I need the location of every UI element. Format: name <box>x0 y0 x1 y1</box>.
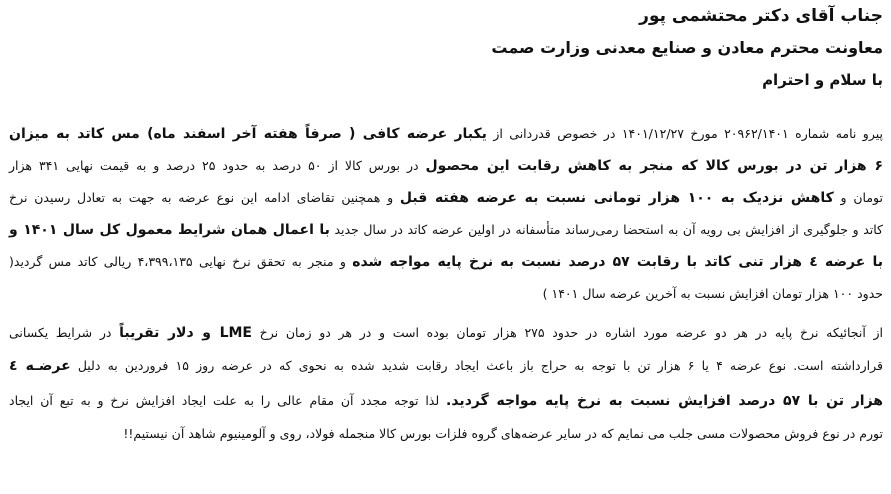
addressee-line: جناب آقای دکتر محتشمی پور <box>639 6 883 26</box>
paragraph-2-line-2 <box>9 356 883 376</box>
bold-text-run: کاهش نزدیک به ۱۰۰ هزار تومانی نسبت به عرضه هفته قبل <box>399 190 834 206</box>
text-run: از آنجائیکه نرخ پایه در هر دو عرضه مورد اشاره در حدود ۲۷۵ هزار تومان بوده است و در هر دو زمان نرخ <box>251 325 884 340</box>
text-run: حدود ۱۰۰ هزار تومان افزایش نسبت به آخرین عرضه سال ۱۴۰۱ ) <box>542 286 883 301</box>
text-run: لذا توجه مجدد آن مقام عالی را به علت ایجاد افزایش نرخ و به تبع آن ایجاد <box>9 393 447 408</box>
bold-text-run: هزار تن با ۵۷ درصد افزایش نسبت به نرخ پایه مواجه گردید. <box>446 393 884 409</box>
text-run: و منجر به تحقق نرخ نهایی ۴،۳۹۹،۱۳۵ ریالی کاتد مس گردید( <box>9 254 353 269</box>
paragraph-1-line-3 <box>9 188 883 208</box>
bold-text-run: با اعمال همان شرایط معمول کل سال ۱۴۰۱ و <box>9 222 330 238</box>
paragraph-1-line-6 <box>9 284 883 304</box>
paragraph-1-line-1 <box>9 124 883 144</box>
paragraph-2-line-4 <box>9 424 883 444</box>
text-run: در شرایط یکسانی <box>9 325 120 340</box>
text-run: در بورس کالا از ۵۰ درصد به حدود ۲۵ درصد و به قیمت نهایی ۳۴۱ هزار <box>9 158 426 173</box>
paragraph-1-line-5 <box>9 252 883 272</box>
paragraph-2-line-1 <box>9 323 883 343</box>
text-run: تورم در نوع فروش محصولات مسی جلب می نمایم که در سایر عرضه‌های گروه فلزات بورس کالا منجمله فولاد، روی و آلومینیوم شاهد آن نیستیم!! <box>123 426 883 441</box>
paragraph-2-line-3 <box>9 391 883 411</box>
text-run: کاتد و جلوگیری از افزایش بی رویه آن به استحضا رمی‌رساند متأسفانه در اولین عرضه کاتد در سال جدید <box>329 222 884 237</box>
paragraph-1-line-2 <box>9 156 883 176</box>
bold-text-run: با عرضه ٤ هزار تنی کاتد با رقابت ۵۷ درصد نسبت به نرخ پایه مواجه شده <box>352 254 883 270</box>
greeting-line: با سلام و احترام <box>762 71 883 89</box>
bold-text-run: ۶ هزار تن در بورس کالا که منجر به کاهش رقابت این محصول <box>425 158 884 174</box>
bold-text-run: یکبار عرضه کافی ( صرفاً هفته آخر اسفند ماه) مس کاتد به میزان <box>9 126 487 142</box>
text-run: تومان و <box>833 190 883 205</box>
bold-text-run: LME و دلار تقریباً <box>119 325 252 341</box>
recipient-title: معاونت محترم معادن و صنایع معدنی وزارت صمت <box>491 38 883 57</box>
bold-text-run: عرضـه ٤ <box>9 358 71 374</box>
paragraph-1-line-4 <box>9 220 883 240</box>
text-run: و همچنین تقاضای ادامه این نوع عرضه به جهت به تعادل رسیدن نرخ <box>9 190 400 205</box>
text-run: پیرو نامه شماره ۲۰۹۶۲/۱۴۰۱ مورخ ۱۴۰۱/۱۲/۲۷ در خصوص قدردانی از <box>486 126 883 141</box>
text-run: قرارداشته است. نوع عرضه ۴ یا ۶ هزار تن با توجه به حراج باز باعث ایجاد رقابت شدید شده به نحوی که در عرضه روز ۱۵ فروردین به دلیل <box>70 358 883 373</box>
